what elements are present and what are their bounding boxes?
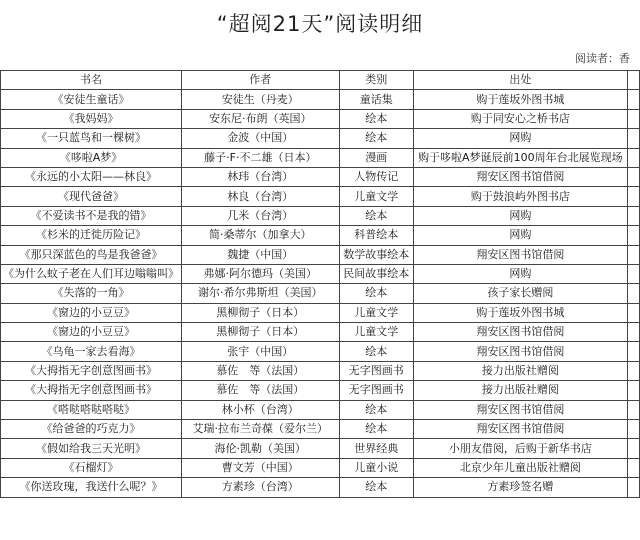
source-cell: 接力出版社赠阅 — [413, 361, 627, 380]
table-row — [1, 361, 640, 380]
category-cell: 绘本 — [339, 478, 413, 497]
author-cell: 金波（中国） — [182, 129, 340, 148]
author-cell: 林良（台湾） — [182, 187, 340, 206]
book-title-cell: 《一只蓝鸟和一棵树》 — [1, 129, 182, 148]
extra-cell — [627, 439, 639, 458]
table-row — [1, 420, 640, 439]
author-cell: 慕佐 等（法国） — [182, 381, 340, 400]
author-cell: 几米（台湾） — [182, 206, 340, 225]
category-cell: 绘本 — [339, 284, 413, 303]
author-cell: 曹文芳（中国） — [182, 458, 340, 477]
category-cell: 绘本 — [339, 420, 413, 439]
book-title-cell: 《乌龟一家去看海》 — [1, 342, 182, 361]
author-cell: 简·桑蒂尔（加拿大） — [182, 226, 340, 245]
source-cell: 翔安区图书馆借阅 — [413, 323, 627, 342]
book-title-cell: 《杉米的迁徙历险记》 — [1, 226, 182, 245]
author-cell: 谢尔·希尔弗斯坦（美国） — [182, 284, 340, 303]
source-cell: 翔安区图书馆借阅 — [413, 400, 627, 419]
reading-table — [0, 70, 640, 498]
header-source: 出处 — [413, 71, 627, 90]
category-cell: 漫画 — [339, 148, 413, 167]
table-row — [1, 439, 640, 458]
extra-cell — [627, 478, 639, 497]
category-cell: 数学故事绘本 — [339, 245, 413, 264]
table-row — [1, 303, 640, 322]
book-title-cell: 《失落的一角》 — [1, 284, 182, 303]
extra-cell — [627, 284, 639, 303]
extra-cell — [627, 245, 639, 264]
category-cell: 人物传记 — [339, 167, 413, 186]
table-row — [1, 90, 640, 109]
author-cell: 魏捷（中国） — [182, 245, 340, 264]
extra-cell — [627, 264, 639, 283]
book-title-cell: 《大拇指无字创意图画书》 — [1, 381, 182, 400]
source-cell: 网购 — [413, 206, 627, 225]
author-cell: 艾瑞·拉布兰奇葆（爱尔兰） — [182, 420, 340, 439]
source-cell: 北京少年儿童出版社赠阅 — [413, 458, 627, 477]
extra-cell — [627, 400, 639, 419]
author-cell: 藤子·F·不二雄（日本） — [182, 148, 340, 167]
table-row — [1, 167, 640, 186]
header-extra-cell — [627, 71, 639, 90]
reader-label: 阅读者：香 — [575, 52, 630, 65]
source-cell: 购于莲坂外图书城 — [413, 303, 627, 322]
extra-cell — [627, 342, 639, 361]
extra-cell — [627, 420, 639, 439]
extra-cell — [627, 226, 639, 245]
book-title-cell: 《窗边的小豆豆》 — [1, 323, 182, 342]
extra-cell — [627, 303, 639, 322]
source-cell: 翔安区图书馆借阅 — [413, 342, 627, 361]
book-title-cell: 《不爱读书不是我的错》 — [1, 206, 182, 225]
source-cell: 购于哆啦A梦诞辰前100周年台北展览现场 — [413, 148, 627, 167]
book-title-cell: 《石榴灯》 — [1, 458, 182, 477]
extra-cell — [627, 129, 639, 148]
author-cell: 慕佐 等（法国） — [182, 361, 340, 380]
table-row — [1, 148, 640, 167]
book-title-cell: 《给爸爸的巧克力》 — [1, 420, 182, 439]
book-title-cell: 《你送玫瑰，我送什么呢？》 — [1, 478, 182, 497]
header-book-title: 书名 — [1, 71, 182, 90]
extra-cell — [627, 361, 639, 380]
extra-cell — [627, 167, 639, 186]
extra-cell — [627, 206, 639, 225]
source-cell: 购于莲坂外图书城 — [413, 90, 627, 109]
author-cell: 黑柳彻子（日本） — [182, 323, 340, 342]
source-cell: 翔安区图书馆借阅 — [413, 420, 627, 439]
book-title-cell: 《假如给我三天光明》 — [1, 439, 182, 458]
book-title-cell: 《窗边的小豆豆》 — [1, 303, 182, 322]
category-cell: 科普绘本 — [339, 226, 413, 245]
category-cell: 儿童文学 — [339, 187, 413, 206]
author-cell: 海伦·凯勒（美国） — [182, 439, 340, 458]
author-cell: 弗娜·阿尔德玛（美国） — [182, 264, 340, 283]
category-cell: 无字图画书 — [339, 381, 413, 400]
page-title: “超阅21天”阅读明细 — [216, 12, 424, 36]
category-cell: 绘本 — [339, 109, 413, 128]
book-title-cell: 《大拇指无字创意图画书》 — [1, 361, 182, 380]
category-cell: 儿童文学 — [339, 303, 413, 322]
table-row — [1, 284, 640, 303]
author-cell: 林小杯（台湾） — [182, 400, 340, 419]
source-cell: 网购 — [413, 129, 627, 148]
header-category: 类别 — [339, 71, 413, 90]
source-cell: 翔安区图书馆借阅 — [413, 245, 627, 264]
book-title-cell: 《现代爸爸》 — [1, 187, 182, 206]
table-row — [1, 342, 640, 361]
source-cell: 接力出版社赠阅 — [413, 381, 627, 400]
author-cell: 安东尼·布朗（英国） — [182, 109, 340, 128]
source-cell: 方素珍签名赠 — [413, 478, 627, 497]
table-row — [1, 264, 640, 283]
extra-cell — [627, 187, 639, 206]
table-row — [1, 323, 640, 342]
category-cell: 儿童小说 — [339, 458, 413, 477]
book-title-cell: 《安徒生童话》 — [1, 90, 182, 109]
extra-cell — [627, 458, 639, 477]
author-cell: 方素珍（台湾） — [182, 478, 340, 497]
source-cell: 孩子家长赠阅 — [413, 284, 627, 303]
source-cell: 购于鼓浪屿外图书店 — [413, 187, 627, 206]
book-title-cell: 《嗒哒嗒哒嗒哒》 — [1, 400, 182, 419]
category-cell: 绘本 — [339, 342, 413, 361]
table-row — [1, 458, 640, 477]
author-cell: 黑柳彻子（日本） — [182, 303, 340, 322]
source-cell: 小朋友借阅，后购于新华书店 — [413, 439, 627, 458]
source-cell: 网购 — [413, 264, 627, 283]
source-cell: 翔安区图书馆借阅 — [413, 167, 627, 186]
author-cell: 安徒生（丹麦） — [182, 90, 340, 109]
table-row — [1, 109, 640, 128]
category-cell: 童话集 — [339, 90, 413, 109]
table-row — [1, 226, 640, 245]
extra-cell — [627, 323, 639, 342]
table-row — [1, 129, 640, 148]
source-cell: 购于同安心之桥书店 — [413, 109, 627, 128]
category-cell: 世界经典 — [339, 439, 413, 458]
source-cell: 网购 — [413, 226, 627, 245]
category-cell: 无字图画书 — [339, 361, 413, 380]
book-title-cell: 《我妈妈》 — [1, 109, 182, 128]
extra-cell — [627, 148, 639, 167]
table-row — [1, 400, 640, 419]
table-row — [1, 206, 640, 225]
author-cell: 张宇（中国） — [182, 342, 340, 361]
book-title-cell: 《永远的小太阳——林良》 — [1, 167, 182, 186]
category-cell: 绘本 — [339, 206, 413, 225]
book-title-cell: 《为什么蚊子老在人们耳边嗡嗡叫》 — [1, 264, 182, 283]
table-row — [1, 245, 640, 264]
extra-cell — [627, 90, 639, 109]
book-title-cell: 《那只深蓝色的鸟是我爸爸》 — [1, 245, 182, 264]
category-cell: 民间故事绘本 — [339, 264, 413, 283]
category-cell: 儿童文学 — [339, 323, 413, 342]
category-cell: 绘本 — [339, 400, 413, 419]
extra-cell — [627, 109, 639, 128]
table-row — [1, 381, 640, 400]
table-row — [1, 478, 640, 497]
extra-cell — [627, 381, 639, 400]
table-row — [1, 187, 640, 206]
header-author: 作者 — [182, 71, 340, 90]
category-cell: 绘本 — [339, 129, 413, 148]
author-cell: 林玮（台湾） — [182, 167, 340, 186]
book-title-cell: 《哆啦A梦》 — [1, 148, 182, 167]
table-header-row — [1, 71, 640, 90]
